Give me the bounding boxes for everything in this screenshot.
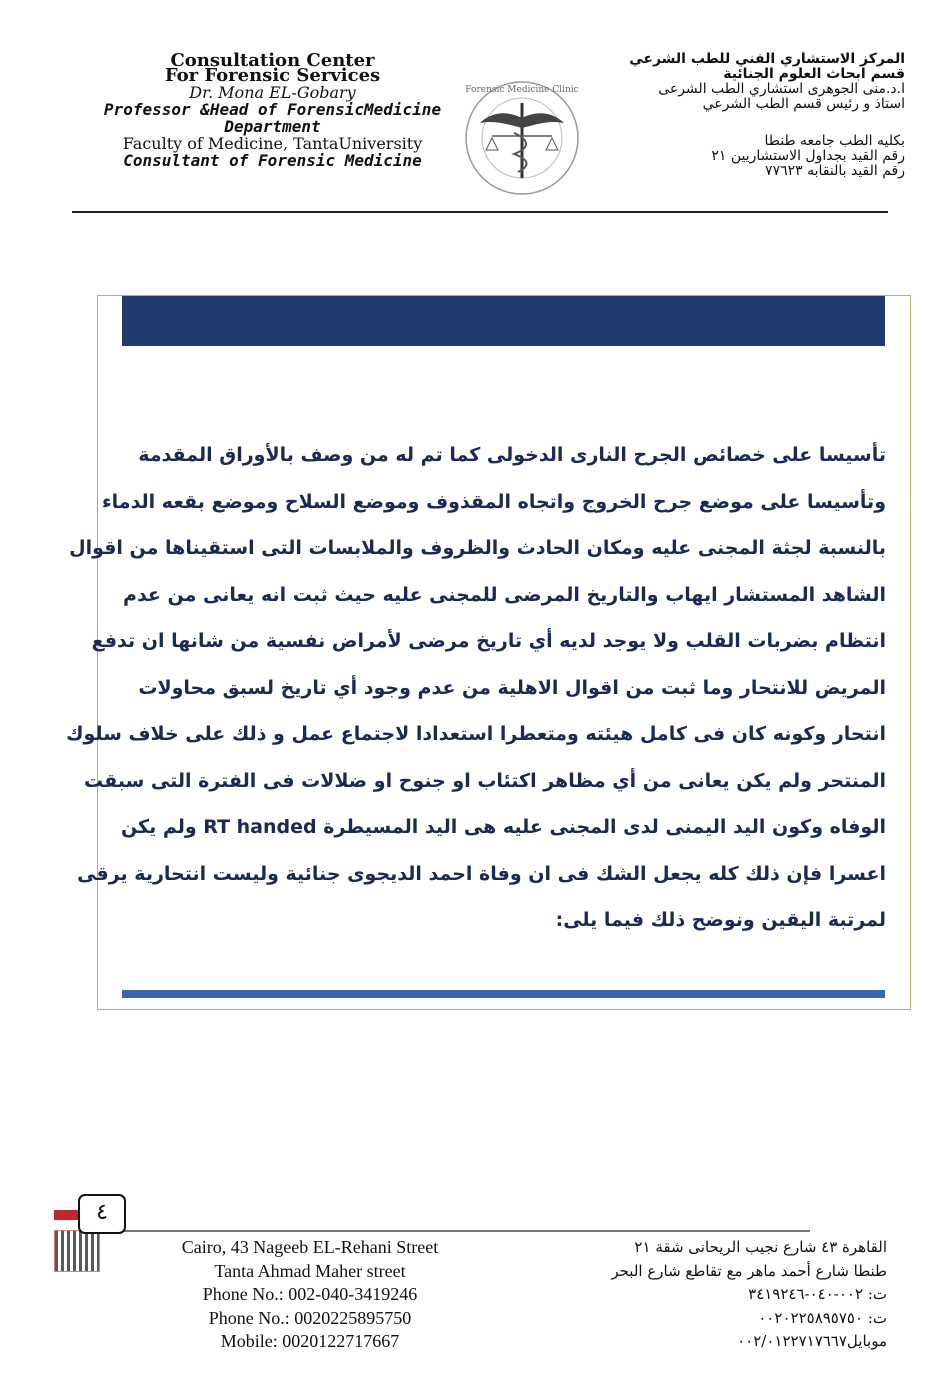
tanta-address-ar: طنطا شارع أحمد ماهر مع تقاطع شارع البحر — [611, 1261, 887, 1280]
phone-1: Phone No.: 002-040-3419246 — [202, 1284, 418, 1304]
body-line: لمرتبة اليقين ونوضح ذلك فيما يلى: — [555, 909, 886, 931]
qr-code-icon — [54, 1230, 100, 1272]
tanta-address: Tanta Ahmad Maher street — [214, 1260, 406, 1281]
mobile: Mobile: 0020122717667 — [220, 1331, 400, 1351]
footer-english — [160, 1236, 460, 1354]
faculty: Faculty of Medicine, TantaUniversity — [122, 134, 423, 153]
registry-ar: رقم القيد بجداول الاستشاريين ٢١ — [711, 148, 905, 164]
body-line: انتحار وكونه كان فى كامل هيئته ومتعطرا استعدادا لاجتماع عمل و ذلك على خلاف سلوك — [66, 723, 886, 745]
body-line: تأسيسا على خصائص الجرح النارى الدخولى كما تم له من وصف بالأوراق المقدمة — [138, 444, 886, 466]
cairo-address-ar: القاهرة ٤٣ شارع نجيب الريحانى شقة ٢١ — [634, 1238, 887, 1256]
center-subtitle: For Forensic Services — [164, 65, 381, 86]
faculty-ar: بكليه الطب جامعه طنطا — [764, 133, 905, 149]
center-name-ar: المركز الاستشاري الفني للطب الشرعي — [629, 51, 905, 67]
header-divider — [72, 211, 888, 213]
clinic-logo — [462, 78, 582, 198]
body-line: المريض للانتحار وما ثبت من اقوال الاهلية من عدم وجود أي تاريخ لسبق محاولات — [138, 676, 886, 699]
header-english — [80, 52, 465, 169]
page-number: ٤ — [78, 1194, 126, 1234]
doctor-title-ar: استاذ و رئيس قسم الطب الشرعي — [702, 96, 905, 112]
title-band — [122, 296, 885, 346]
mobile-ar: موبايل٠٠٢/٠١٢٢٧١٧٦٦٧ — [737, 1332, 887, 1350]
phone-2-ar: ت: ٠٠٢٠٢٢٥٨٩٥٧٥٠ — [758, 1308, 887, 1327]
phone-2: Phone No.: 0020225895750 — [208, 1307, 412, 1328]
footer-divider — [120, 1230, 810, 1232]
header-arabic — [629, 52, 905, 179]
body-text — [66, 432, 886, 944]
red-tab — [54, 1210, 80, 1220]
doctor-title: Professor &Head of ForensicMedicine — [103, 100, 442, 119]
body-line: الوفاه وكون اليد اليمنى لدى المجنى عليه هى اليد المسيطرة RT handed ولم يكن — [120, 816, 886, 838]
doctor-name-ar: ا.د.منى الجوهرى استشاري الطب الشرعى — [658, 81, 905, 97]
center-name: Consultation Center — [170, 50, 375, 71]
department-ar: قسم ابحاث العلوم الجنائية — [723, 66, 905, 82]
doctor-department: Department — [224, 117, 321, 136]
consultant-title: Consultant of Forensic Medicine — [123, 151, 422, 170]
logo-text: Forensic Medicine Clinic — [465, 85, 579, 95]
bottom-band — [122, 990, 885, 998]
body-line: اعسرا فإن ذلك كله يجعل الشك فى ان وفاة احمد الديجوى جنائية وليست انتحارية يرقى — [77, 862, 886, 885]
body-line: الشاهد المستشار ايهاب والتاريخ المرضى للمجنى عليه حيث ثبت انه يعانى من عدم — [123, 583, 886, 606]
phone-1-ar: ت: ٠٠٢-٠٤٠-٣٤١٩٢٤٦ — [748, 1285, 887, 1303]
body-line: المنتحر ولم يكن يعانى من أي مظاهر اكتئاب او جنوح او ضلالات فى الفترة التى سبقت — [84, 769, 886, 792]
syndicate-ar: رقم القيد بالنقابه ٧٧٦٢٣ — [765, 163, 905, 179]
cairo-address: Cairo, 43 Nageeb EL-Rehani Street — [181, 1237, 439, 1257]
body-line: وتأسيسا على موضع جرح الخروج واتجاه المقذوف وموضع السلاح وموضع بقعه الدماء — [101, 490, 886, 513]
body-line: انتظام بضربات القلب ولا يوجد لديه أي تاريخ مرضى لأمراض نفسية من شانها ان تدفع — [91, 630, 886, 652]
body-line: بالنسبة لجثة المجنى عليه ومكان الحادث والظروف والملابسات التى استقيناها من اقوال — [69, 537, 886, 559]
doctor-name: Dr. Mona EL-Gobary — [189, 83, 356, 102]
footer-arabic — [611, 1236, 887, 1354]
